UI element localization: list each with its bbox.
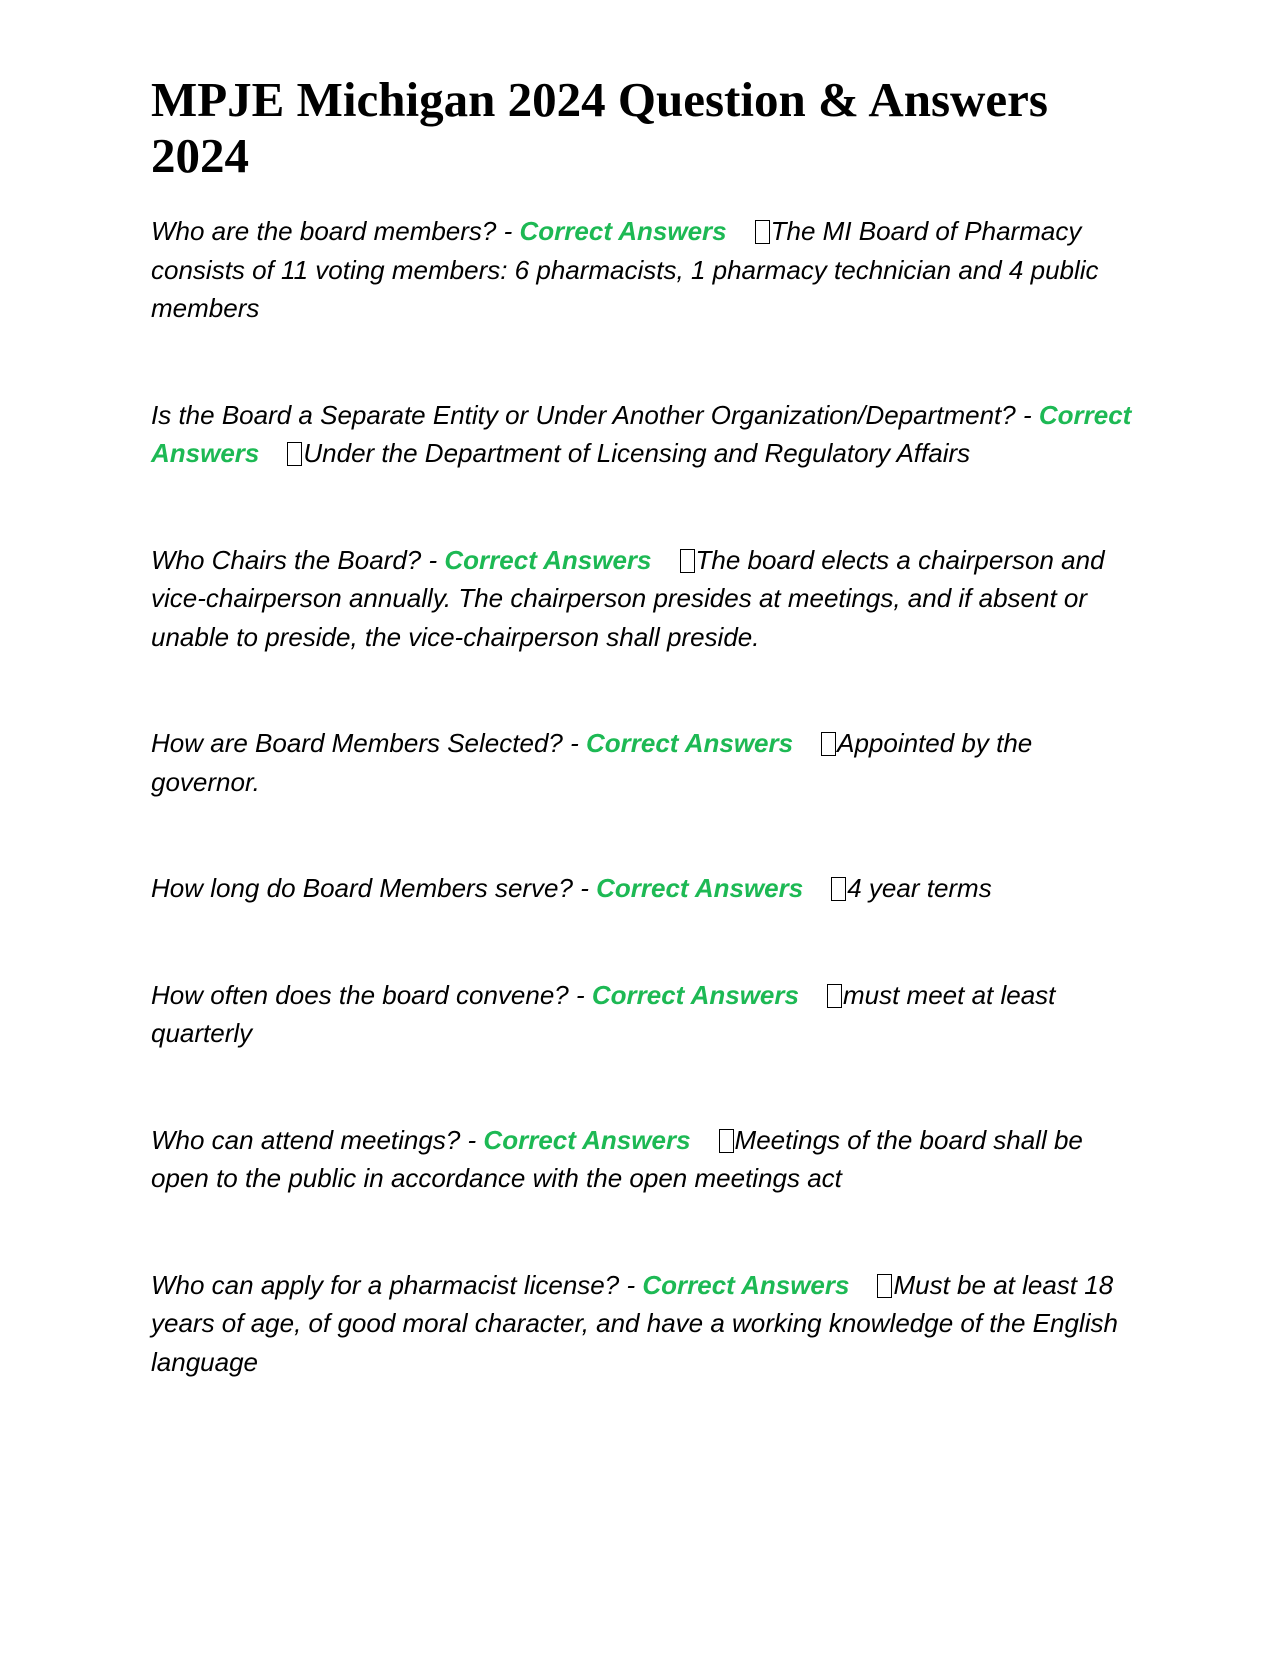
missing-glyph-icon <box>831 877 846 901</box>
qa-item <box>151 976 1141 1053</box>
answer-text: The MI Board of Pharmacy consists of 11 voting members: 6 pharmacists, 1 pharmacy technician and 4 public members <box>151 216 1099 323</box>
qa-item <box>151 724 1141 801</box>
correct-answers-tag: Correct Answers <box>642 1269 850 1300</box>
missing-glyph-icon <box>680 549 695 573</box>
correct-answers-tag: Correct Answers <box>585 728 794 758</box>
correct-answers-tag: Correct Answers <box>519 216 727 246</box>
answer-text: Must be at least 18 years of age, of good moral character, and have a working knowledge of the English language <box>151 1269 1118 1377</box>
question-text: Is the Board a Separate Entity or Under Another Organization/Department? - <box>151 399 1032 430</box>
qa-item <box>151 1266 1141 1382</box>
answer-text: Appointed by the governor. <box>151 728 1033 797</box>
qa-item <box>151 396 1141 473</box>
answer-text: must meet at least quarterly <box>151 979 1056 1048</box>
missing-glyph-icon <box>719 1129 734 1153</box>
qa-item <box>151 541 1141 657</box>
missing-glyph-icon <box>821 732 836 756</box>
correct-answers-tag: Correct Answers <box>151 399 1132 468</box>
question-text: Who can apply for a pharmacist license? - <box>151 1269 636 1300</box>
question-text: Who are the board members? - <box>151 216 513 246</box>
qa-item <box>151 869 1141 908</box>
answer-text: Meetings of the board shall be open to the public in accordance with the open meetings act <box>151 1124 1083 1193</box>
missing-glyph-icon <box>827 984 842 1008</box>
answer-text: Under the Department of Licensing and Regulatory Affairs <box>303 438 971 468</box>
question-text: How often does the board convene? - <box>151 979 585 1010</box>
document-page <box>151 72 1141 1381</box>
missing-glyph-icon <box>755 220 770 244</box>
qa-item <box>151 212 1141 328</box>
missing-glyph-icon <box>287 442 302 466</box>
correct-answers-tag: Correct Answers <box>444 544 652 575</box>
correct-answers-tag: Correct Answers <box>483 1124 691 1155</box>
qa-item <box>151 1121 1141 1198</box>
answer-text: 4 year terms <box>847 873 992 903</box>
question-text: Who Chairs the Board? - <box>151 544 438 575</box>
question-text: Who can attend meetings? - <box>151 1124 477 1155</box>
answer-text: The board elects a chairperson and vice-chairperson annually. The chairperson presides at meetings, and if absent or unable to preside, the vice-chairperson shall preside. <box>151 544 1105 652</box>
missing-glyph-icon <box>877 1274 892 1298</box>
question-text: How are Board Members Selected? - <box>151 728 579 758</box>
correct-answers-tag: Correct Answers <box>596 873 804 903</box>
document-title: MPJE Michigan 2024 Question & Answers 2024 <box>151 72 1048 183</box>
correct-answers-tag: Correct Answers <box>591 979 799 1010</box>
question-text: How long do Board Members serve? - <box>151 873 589 903</box>
